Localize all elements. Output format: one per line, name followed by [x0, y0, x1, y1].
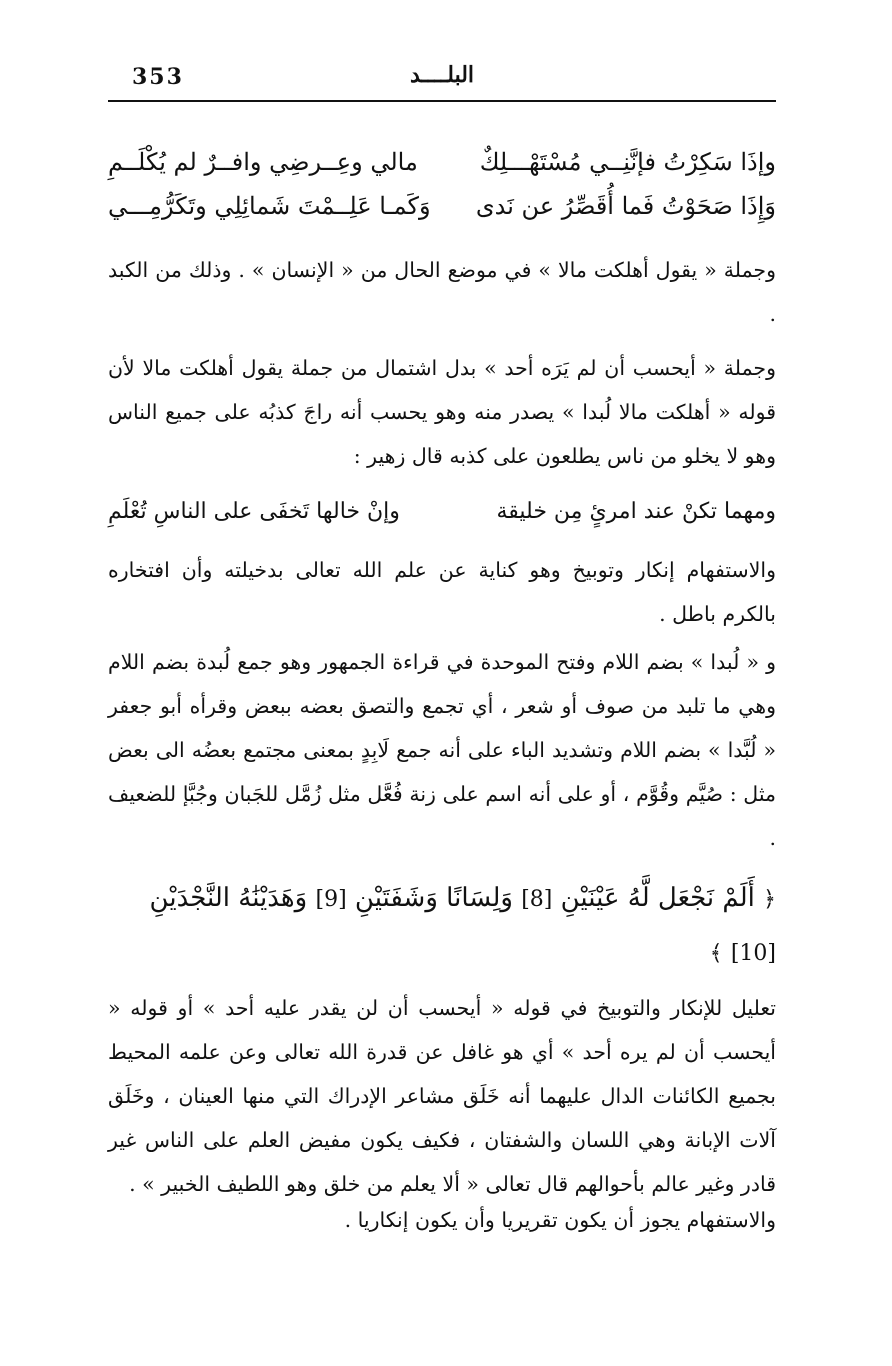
verse-number: [10] — [730, 941, 776, 966]
page-number: 353 — [132, 64, 184, 90]
paragraph-badal: وجملة « أيحسب أن لم يَرَه أحد » بدل اشتمال من جملة يقول أهلكت مالا لأن قوله « أهلكت مالا لُبدا » يصدر منه وهو يحسب أنه راجَ كذبُه على جميع الناس وهو لا يخلو من ناس يطلعون على كذبه قال زهير : — [108, 356, 776, 468]
verse-number: [9] — [315, 887, 347, 912]
paragraph-istifham: والاستفهام إنكار وتوبيخ وهو كناية عن علم الله تعالى بدخيلته وأن افتخاره بالكرم باطل . — [108, 558, 777, 626]
poem-hemistich-right: وإذَا سَكِرْتُ فإنَّنِــي مُسْتَهْـــلِكٌ — [479, 148, 776, 176]
ornate-bracket-open: ﴿ — [763, 887, 776, 912]
running-title: البلــــد — [409, 62, 475, 88]
ornate-bracket-close: ﴾ — [709, 941, 723, 966]
page-header — [108, 56, 776, 100]
quran-text: وَلِسَانًا وَشَفَتَيْنِ — [354, 883, 513, 913]
paragraph-lubad: و « لُبدا » بضم اللام وفتح الموحدة في قراءة الجمهور وهو جمع لُبدة بضم اللام وهي ما تلبد من صوف أو شعر ، أي تجمع والتصق بعضه ببعض وقرأه أبو جعفر « لُبَّدا » بضم اللام وتشديد الباء على أنه جمع لَابِدٍ بمعنى مجتمع بعضُه الى بعض مثل : صُيَّم وقُوَّم ، أو على أنه اسم على زنة فُعَّل مثل زُمَّل للجَبان وجُبَّإ للضعيف . — [108, 650, 776, 850]
header-rule — [108, 100, 776, 102]
poem-hemistich-right: وَإِذَا صَحَوْتُ فَما أُقَصِّرُ عن نَدى — [475, 192, 776, 220]
quran-text: أَلَمْ نَجْعَل لَّهُ عَيْنَيْنِ — [560, 883, 755, 913]
poem-line — [108, 490, 776, 534]
zuhair-verse — [108, 490, 776, 534]
poem-line — [108, 140, 776, 184]
poem-verses — [108, 140, 776, 228]
poem-hemistich-left: وإنْ خالها تَخفَى على الناسِ تُعْلَمِ — [108, 499, 400, 524]
poem-hemistich-right: ومهما تكنْ عند امرئٍ مِن خليقة — [496, 499, 776, 524]
poem-hemistich-left: وَكَمـا عَلِــمْتَ شَمائِلِي وتَكَرُّمِـــي — [108, 192, 431, 220]
verse-number: [8] — [521, 887, 553, 912]
quran-text: وَهَدَيْنَٰهُ النَّجْدَيْنِ — [149, 883, 308, 913]
poem-line — [108, 184, 776, 228]
quran-verse — [108, 872, 776, 980]
paragraph-hal: وجملة « يقول أهلكت مالا » في موضع الحال من « الإنسان » . وذلك من الكبد . — [108, 258, 776, 326]
paragraph-istifham-types: والاستفهام يجوز أن يكون تقريريا وأن يكون إنكاريا . — [344, 1208, 776, 1232]
poem-hemistich-left: مالي وعِــرضِي وافــرٌ لم يُكْلَــمِ — [108, 148, 418, 176]
paragraph-taleel: تعليل للإنكار والتوبيخ في قوله « أيحسب أن لن يقدر عليه أحد » أو قوله « أيحسب أن لم يره أحد » أي هو غافل عن قدرة الله تعالى وعن علمه المحيط بجميع الكائنات الدال عليهما أنه خَلَق مشاعر الإدراك التي منها العينان ، وخَلَق آلات الإبانة وهي اللسان والشفتان ، فكيف يكون مفيض العلم على الناس غير قادر وغير عالم بأحوالهم قال تعالى « ألا يعلم من خلق وهو اللطيف الخبير » . — [108, 996, 776, 1196]
